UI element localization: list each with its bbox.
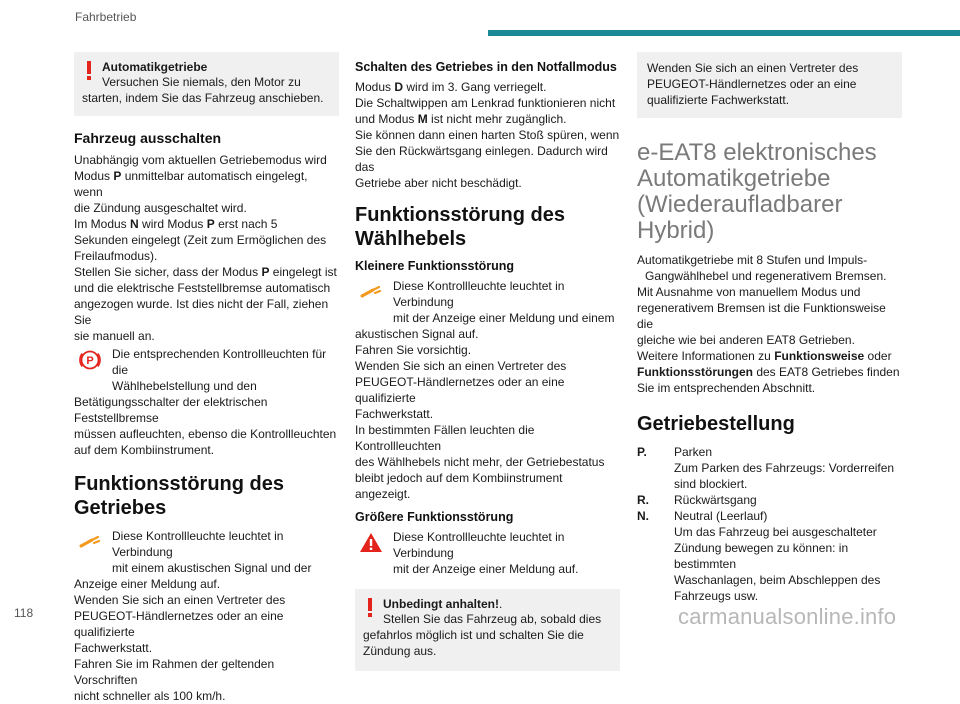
page-number: 118 bbox=[14, 606, 34, 620]
gear-description-line: Rückwärtsgang bbox=[674, 493, 757, 507]
wrench-icon bbox=[355, 278, 387, 306]
gear-description-line: Neutral (Leerlauf) bbox=[674, 509, 768, 523]
parking-brake-indicator-row: P Die entsprechenden Kontrollleuchten für die Wählhebelstellung und den bbox=[74, 346, 339, 394]
gear-description-line: sind blockiert. bbox=[674, 477, 748, 491]
watermark: carmanualsonline.info bbox=[678, 604, 897, 629]
parking-brake-warning-icon bbox=[74, 346, 106, 374]
running-header: Fahrbetrieb bbox=[75, 10, 137, 24]
gear-description-line: Parken bbox=[674, 445, 713, 459]
list-item bbox=[637, 508, 902, 604]
heading-notfallmodus: Schalten des Getriebes in den Notfallmodus bbox=[355, 60, 617, 74]
major-fault-indicator-row: Diese Kontrollleuchte leuchtet in Verbindung mit der Anzeige einer Meldung auf. bbox=[355, 529, 620, 577]
warning-exclamation-icon bbox=[86, 61, 92, 81]
heading-funktionsstoerung-getriebe: Funktionsstörung des Getriebes bbox=[74, 473, 284, 519]
wrench-icon bbox=[74, 528, 106, 556]
gear-description-line: Zum Parken des Fahrzeugs: Vorderreifen bbox=[674, 461, 895, 475]
note-title: Automatikgetriebe bbox=[102, 60, 208, 74]
heading-kleinere-stoerung: Kleinere Funktionsstörung bbox=[355, 259, 515, 273]
gearbox-fault-indicator-row: Diese Kontrollleuchte leuchtet in Verbindung mit einem akustischen Signal und der bbox=[74, 528, 339, 576]
header-accent-bar bbox=[488, 30, 960, 36]
gear-key: N. bbox=[637, 509, 649, 523]
warning-note-anschieben: Automatikgetriebe Versuchen Sie niemals, den Motor zu starten, indem Sie das Fahrzeug anschieben. bbox=[74, 52, 339, 116]
list-item bbox=[637, 492, 902, 508]
list-item bbox=[637, 444, 902, 492]
gear-position-list bbox=[637, 444, 902, 604]
info-box-vertreter: Wenden Sie sich an einen Vertreter des PEUGEOT-Händlernetzes oder an eine qualifizierte Fachwerkstatt. bbox=[637, 52, 902, 118]
column-left: Automatikgetriebe Versuchen Sie niemals, den Motor zu starten, indem Sie das Fahrzeug anschieben. Fahrzeug ausschalten Unabhängig vom aktuellen Getriebemodus wird Modus P unmittelbar automatisch eingelegt, wenn die Zündung ausgeschaltet wird. Im Modus N wird Modus P erst nach 5 Sekunden eingelegt (Zeit zum Ermöglichen des Freilaufmodus). Stellen Sie sicher, dass der Modus P eingelegt ist und die elektrische Feststellbremse automatisch angezogen wurde. Ist dies nicht der Fall, ziehen Sie sie manuell an. P Die entsprechenden Kontrollleuchten für die Wählhebelstellung und den Betätigungsschalter der elektrischen Feststellbremse müssen aufleuchten, ebenso die Kontrollleuchten auf dem Kombiinstrument. Funktionsstörung des Getriebes Diese Kontrollleuchte leuchtet in Verbindung mit einem akustischen Signal und der Anzeige einer Meldung auf. Wenden Sie sich an einen Vertreter des PEUGEOT-Händlernetzes oder an eine qualifizierte Fachwerkstatt. Fahren Sie im Rahmen der geltenden Vorschriften nicht schneller als 100 km/h. bbox=[74, 52, 339, 704]
heading-groessere-stoerung: Größere Funktionsstörung bbox=[355, 510, 514, 524]
column-middle: Schalten des Getriebes in den Notfallmodus Modus D wird im 3. Gang verriegelt. Die Schaltwippen am Lenkrad funktionieren nicht und Modus M ist nicht mehr zugänglich. Sie können dann einen harten Stoß spüren, wenn Sie den Rückwärtsgang einlegen. Dadurch wird das Getriebe aber nicht beschädigt. Funktionsstörung des Wählhebels Kleinere Funktionsstörung Diese Kontrollleuchte leuchtet in Verbindung mit der Anzeige einer Meldung und einem akustischen Signal auf. Fahren Sie vorsichtig. Wenden Sie sich an einen Vertreter des PEUGEOT-Händlernetzes oder an eine qualifizierte Fachwerkstatt. In bestimmten Fällen leuchten die Kontrollleuchten des Wählhebels nicht mehr, der Getriebestatus bleibt jedoch auf dem Kombiinstrument angezeigt. Größere Funktionsstörung Diese Kontrollleuchte leuchtet in Verbindung mit der Anzeige einer Meldung auf. Unbedingt anhalten!. Stellen Sie das Fahrzeug ab, sobald dies gefahrlos möglich ist und schalten Sie die Zündung aus. bbox=[355, 52, 620, 671]
gear-description-line: Waschanlagen, beim Abschleppen des bbox=[674, 573, 881, 587]
heading-fahrzeug-ausschalten: Fahrzeug ausschalten bbox=[74, 130, 222, 146]
gear-key: P. bbox=[637, 445, 647, 459]
heading-funktionsstoerung-waehlhebel: Funktionsstörung des Wählhebels bbox=[355, 204, 565, 250]
gear-key: R. bbox=[637, 493, 649, 507]
svg-text:P: P bbox=[86, 355, 94, 367]
warning-exclamation-icon bbox=[367, 598, 373, 618]
warning-note-anhalten: Unbedingt anhalten!. Stellen Sie das Fahrzeug ab, sobald dies gefahrlos möglich ist und schalten Sie die Zündung aus. bbox=[355, 589, 620, 671]
gear-description-line: Um das Fahrzeug bei ausgeschalteter bbox=[674, 525, 877, 539]
warning-triangle-icon bbox=[355, 529, 387, 557]
gear-description-line: Zündung bewegen zu können: in bestimmten bbox=[674, 541, 849, 571]
minor-fault-indicator-row: Diese Kontrollleuchte leuchtet in Verbindung mit der Anzeige einer Meldung und einem bbox=[355, 278, 620, 326]
heading-getriebestellung: Getriebestellung bbox=[637, 413, 795, 435]
column-right: Wenden Sie sich an einen Vertreter des PEUGEOT-Händlernetzes oder an eine qualifizierte Fachwerkstatt. e-EAT8 elektronisches Automatikgetriebe (Wiederaufladbarer Hybrid) Automatikgetriebe mit 8 Stufen und Impuls- Gangwählhebel und regenerativem Bremsen. Mit Ausnahme von manuellem Modus und regenerativem Bremsen ist die Funktionsweise die gleiche wie bei anderen EAT8 Getrieben. Weitere Informationen zu Funktionsweise oder Funktionsstörungen des EAT8 Getriebes finden Sie im entsprechenden Abschnitt. Getriebestellung P. Parken Zum Parken des Fahrzeugs: Vorderreifen sind blockiert. R. Rückwärtsgang N. Neutral (Leerlauf) Um das Fahrzeug bei ausgeschalteter Zündung bewegen zu können: in bestimmten Waschanlagen, beim Abschleppen des Fahrzeugs usw. bbox=[637, 52, 902, 604]
heading-e-eat8: e-EAT8 elektronisches Automatikgetriebe (Wiederaufladbarer Hybrid) bbox=[637, 139, 877, 244]
gear-description-line: Fahrzeugs usw. bbox=[674, 589, 759, 603]
